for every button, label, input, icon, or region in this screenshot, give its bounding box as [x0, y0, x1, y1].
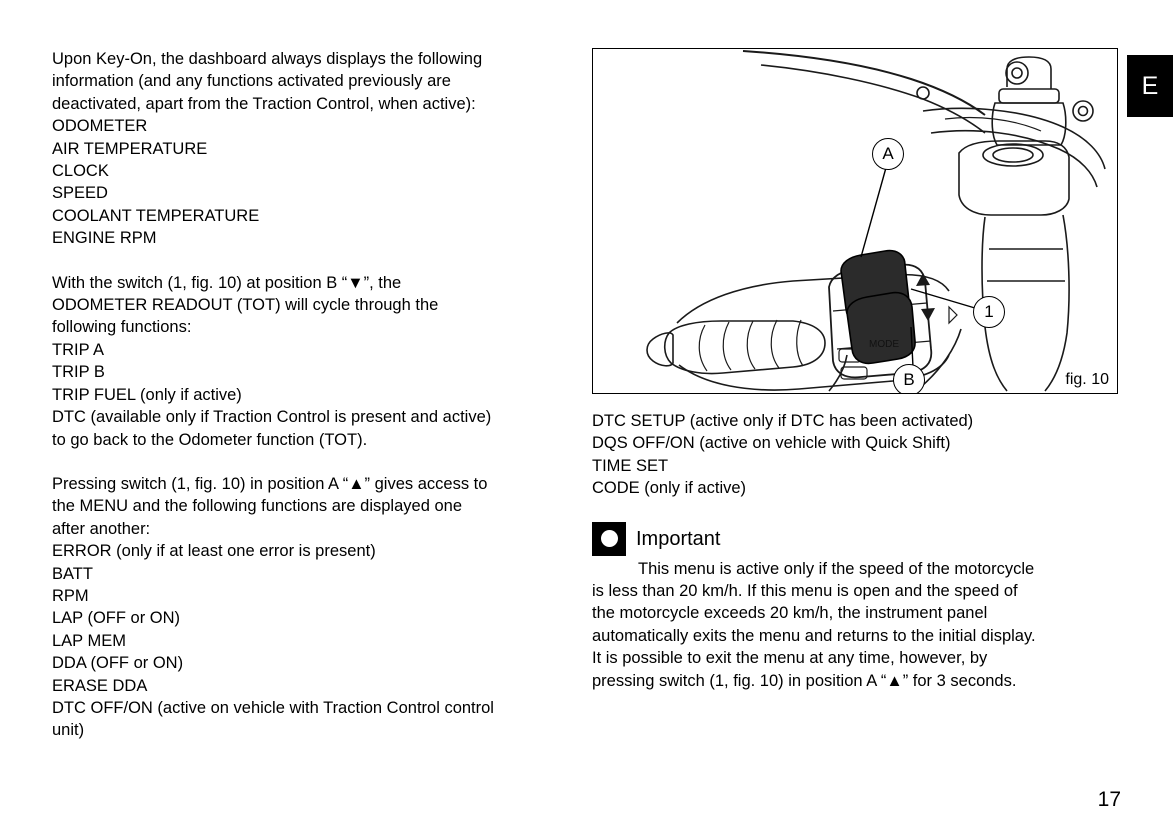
text-line: unit): [52, 721, 85, 740]
text-line: This menu is active only if the speed of the motorcycle: [638, 559, 1035, 578]
text-line: BATT: [52, 564, 93, 583]
text-line: DTC SETUP (active only if DTC has been activated): [592, 412, 974, 430]
leader-line-a: [861, 157, 889, 257]
text-line: ODOMETER: [52, 117, 148, 136]
text-line: TRIP B: [52, 363, 105, 382]
text-line: to go back to the Odometer function (TOT).: [52, 430, 368, 449]
text-line: DTC (available only if Traction Control is present and active): [52, 408, 492, 427]
paragraph-key-on: [52, 48, 572, 250]
text-line: It is possible to exit the menu at any time, however, by: [592, 649, 988, 668]
callout-a: A: [872, 138, 904, 170]
text-line: information (and any functions activated previously are: [52, 72, 451, 91]
text-line: TRIP A: [52, 340, 104, 359]
text-line: the motorcycle exceeds 20 km/h, the instrument panel: [592, 604, 988, 623]
right-column: [592, 48, 1120, 692]
callout-1: 1: [973, 296, 1005, 328]
text-line: pressing switch (1, fig. 10) in position A “▲” for 3 seconds.: [592, 671, 1017, 690]
text-line: TIME SET: [592, 456, 669, 475]
text-line: TRIP FUEL (only if active): [52, 385, 242, 404]
text-line: following functions:: [52, 318, 192, 337]
paragraph-switch-position-a: [52, 473, 572, 742]
figure-10: [592, 48, 1118, 394]
section-tab-e: E: [1127, 55, 1173, 117]
text-line: after another:: [52, 519, 151, 538]
text-line: ERROR (only if at least one error is present): [52, 542, 376, 561]
page-number: 17: [1097, 788, 1121, 811]
left-text-column: [52, 48, 572, 742]
text-line: COOLANT TEMPERATURE: [52, 206, 260, 225]
important-header: [592, 522, 1120, 556]
text-line: ODOMETER READOUT (TOT) will cycle through the: [52, 296, 439, 315]
text-line: CODE (only if active): [592, 479, 747, 498]
important-icon: [592, 522, 626, 556]
text-line: DDA (OFF or ON): [52, 654, 184, 673]
text-line: CLOCK: [52, 162, 109, 181]
paragraph-switch-position-b: [52, 272, 572, 451]
text-line: ERASE DDA: [52, 676, 148, 695]
text-line: the MENU and the following functions are displayed one: [52, 497, 462, 516]
menu-functions-list: [592, 410, 1120, 500]
text-line: AIR TEMPERATURE: [52, 139, 208, 158]
text-line: DQS OFF/ON (active on vehicle with Quick Shift): [592, 434, 951, 453]
text-line: Pressing switch (1, fig. 10) in position A “▲” gives access to: [52, 474, 488, 493]
important-title: Important: [636, 527, 721, 550]
text-line: ENGINE RPM: [52, 229, 157, 248]
text-line: is less than 20 km/h. If this menu is open and the speed of: [592, 582, 1018, 601]
text-line: SPEED: [52, 184, 108, 203]
important-note: [592, 522, 1120, 692]
text-line: LAP MEM: [52, 631, 126, 650]
text-line: RPM: [52, 586, 89, 605]
callout-b: B: [893, 364, 925, 394]
text-line: LAP (OFF or ON): [52, 609, 181, 628]
text-line: deactivated, apart from the Traction Control, when active):: [52, 94, 476, 113]
text-line: DTC OFF/ON (active on vehicle with Traction Control control: [52, 698, 494, 717]
figure-caption: fig. 10: [1065, 371, 1109, 388]
handlebar-illustration: [593, 49, 1117, 393]
text-line: automatically exits the menu and returns to the initial display.: [592, 626, 1036, 645]
text-line: Upon Key-On, the dashboard always displays the following: [52, 50, 483, 68]
text-line: With the switch (1, fig. 10) at position B “▼”, the: [52, 273, 402, 292]
important-body: [592, 558, 1120, 692]
switch-mode-label: MODE: [869, 339, 899, 350]
